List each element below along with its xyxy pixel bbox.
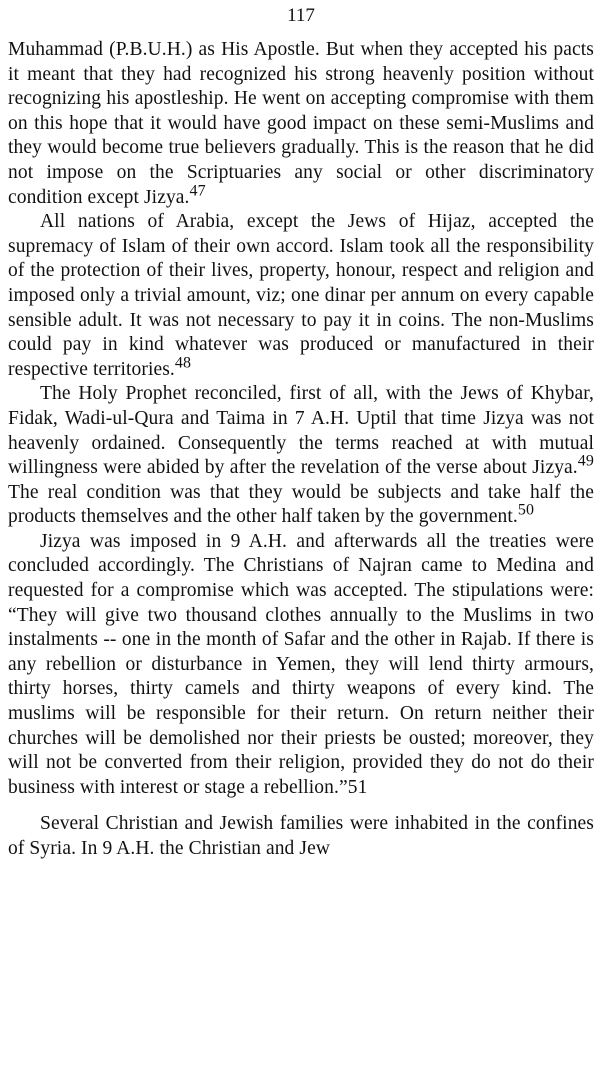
paragraph-3 (8, 382, 594, 530)
page-number: 117 (287, 5, 315, 26)
paragraph-2-text: All nations of Arabia, except the Jews of Hijaz, accepted the supremacy of Islam of their own accord. Islam took all the responsibility of the protection of their lives, property, honour, respect and religion and imposed only a trivial amount, viz; one dinar per annum on every capable sensible adult. It was not necessary to pay it in coins. The non-Muslims could pay in kind whatever was produced or manufactured in their respective territories. (8, 211, 594, 380)
paragraph-5 (8, 812, 594, 861)
paragraph-1-text: Muhammad (P.B.U.H.) as His Apostle. But when they accepted his pacts it meant that they had recognized his strong heavenly position without recognizing his apostleship. He went on accepting compromise with them on this hope that it would have good impact on these semi-Muslims and they would become true believers gradually. This is the reason that he did not impose on the Scriptuaries any social or other discriminatory condition except Jizya. (8, 39, 594, 208)
paragraph-3-text: The Holy Prophet reconciled, first of all, with the Jews of Khybar, Fidak, Wadi-ul-Qura and Taima in 7 A.H. Uptil that time Jizya was not heavenly ordained. Consequently the terms reached at with mutual willingness were abided by after the revelation of the verse about Jizya. (8, 383, 594, 479)
paragraph-2 (8, 210, 594, 382)
footnote-ref-51: 51 (347, 776, 368, 798)
paragraph-5-text: Several Christian and Jewish families were inhabited in the confines of Syria. In 9 A.H. the Christian and Jew (8, 813, 594, 859)
paragraph-4-text: Jizya was imposed in 9 A.H. and afterwards all the treaties were concluded accordingly. The Christians of Najran came to Medina and requested for a compromise which was accepted. The stipulations were: “They will give two thousand clothes annually to the Muslims in two instalments -- one in the month of Safar and the other in Rajab. If there is any rebellion or disturbance in Yemen, they will lend thirty armours, thirty horses, thirty camels and thirty weapons of every kind. The muslims will be responsible for their return. On return neither their churches will be demolished nor their priests be ousted; moreover, they will not be converted from their religion, provided they do not do their business with interest or stage a rebellion.” (8, 530, 594, 798)
footnote-ref-49: 49 (577, 452, 594, 470)
paragraph-1 (8, 38, 594, 210)
paragraph-4 (8, 530, 594, 801)
document-page (8, 0, 594, 1076)
footnote-ref-48: 48 (174, 354, 192, 372)
footnote-ref-50: 50 (517, 501, 535, 519)
paragraph-3-continuation: The real condition was that they would be subjects and take half the products themselves and the other half taken by the government. (8, 481, 594, 528)
footnote-ref-47: 47 (189, 182, 206, 200)
